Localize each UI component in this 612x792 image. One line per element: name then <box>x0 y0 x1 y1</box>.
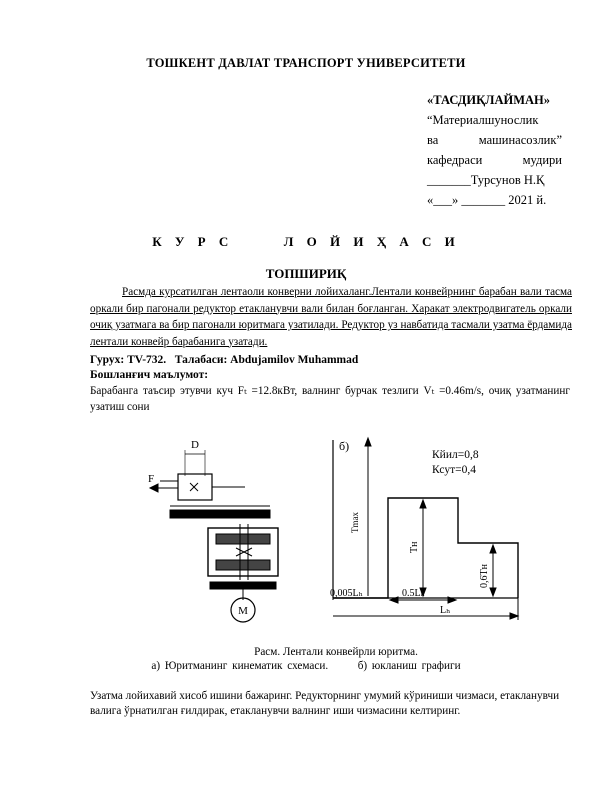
label-k-yil: Ксут=0,4 <box>432 464 476 476</box>
title-word-2: Л О Й И Ҳ А С И <box>283 234 460 249</box>
label-k-sut: Кйил=0,8 <box>432 449 479 461</box>
initial-data-text: Барабанга таъсир этувчи куч Fₜ =12.8кВт, валнинг бурчак тезлиги Vₜ =0.46m/s, очиқ узатманинг узатиш сони <box>90 385 570 413</box>
label-m: M <box>238 605 248 617</box>
figure-subcaption <box>0 660 612 672</box>
kinematic-scheme <box>150 450 278 600</box>
initial-data-heading: Бошланғич маълумот: <box>90 369 209 381</box>
approval-title: «ТАСДИҚЛАЙМАН» <box>427 93 551 107</box>
label-b: б) <box>339 439 350 453</box>
approval-line-2 <box>427 130 562 150</box>
assignment-heading: ТОПШИРИҚ <box>265 266 347 281</box>
label-tn: Tн <box>409 541 420 553</box>
approval-signature-line: _______Турсунов Н.Қ <box>427 173 545 187</box>
assignment-text: Расмда курсатилган лентаоли конверни лойихаланг.Лентали конвейрнинг барабан вали тасма оркали бир пагонали редуктор етакланувчи вали билан боғланган. Харакат электродвигатель оркали очиқ узатмага ва бир пагонали юритмага узатилади. Редуктор уз навбатида тасмали узатма ёрдамида лентали конвейр барабанига узатади. <box>90 286 572 348</box>
caption-a: а) Юритманинг кинематик схемаси. <box>151 660 329 672</box>
label-l005: 0,005Lₕ <box>330 588 363 599</box>
document-title <box>0 234 612 250</box>
group-line <box>90 354 358 366</box>
label-d: D <box>191 439 199 451</box>
approval-line-3a: кафедраси <box>427 153 483 167</box>
university-title: ТОШКЕНТ ДАВЛАТ ТРАНСПОРТ УНИВЕРСИТЕТИ <box>146 56 466 70</box>
final-instructions: Узатма лойихавий хисоб ишини бажаринг. Редукторнинг умумий кўриниши чизмаси, етакланувчи валига ўрнатилган ғилдирак, етакланувчи валнинг иши чизмасини келтиринг. <box>90 690 560 717</box>
approval-line-1: “Материалшунослик <box>427 113 539 127</box>
label-l05: 0.5Lₕ <box>402 588 425 599</box>
approval-line-3 <box>427 150 562 170</box>
approval-block <box>427 90 562 210</box>
approval-line-3b: мудири <box>522 153 562 167</box>
approval-line-2a: ва <box>427 133 439 147</box>
label-06tn: 0,6Tн <box>479 564 490 588</box>
approval-date-line: «___» _______ 2021 й. <box>427 193 547 207</box>
assignment-text-block <box>90 284 572 350</box>
student-label: Талабаси: Abdujamilov Muhammad <box>174 354 359 366</box>
label-tmax: Tmax <box>350 512 360 533</box>
figure-caption: Расм. Лентали конвейрли юритма. <box>254 646 418 658</box>
label-lh: Lₕ <box>440 605 451 616</box>
label-f: F <box>148 473 155 485</box>
caption-b: б) юкланиш графиги <box>357 660 461 672</box>
group-label: Гурух: TV-732. <box>90 354 167 366</box>
approval-line-2b: машинасозлик” <box>478 133 562 147</box>
figure <box>140 428 540 628</box>
title-word-1: К У Р С <box>152 234 234 249</box>
